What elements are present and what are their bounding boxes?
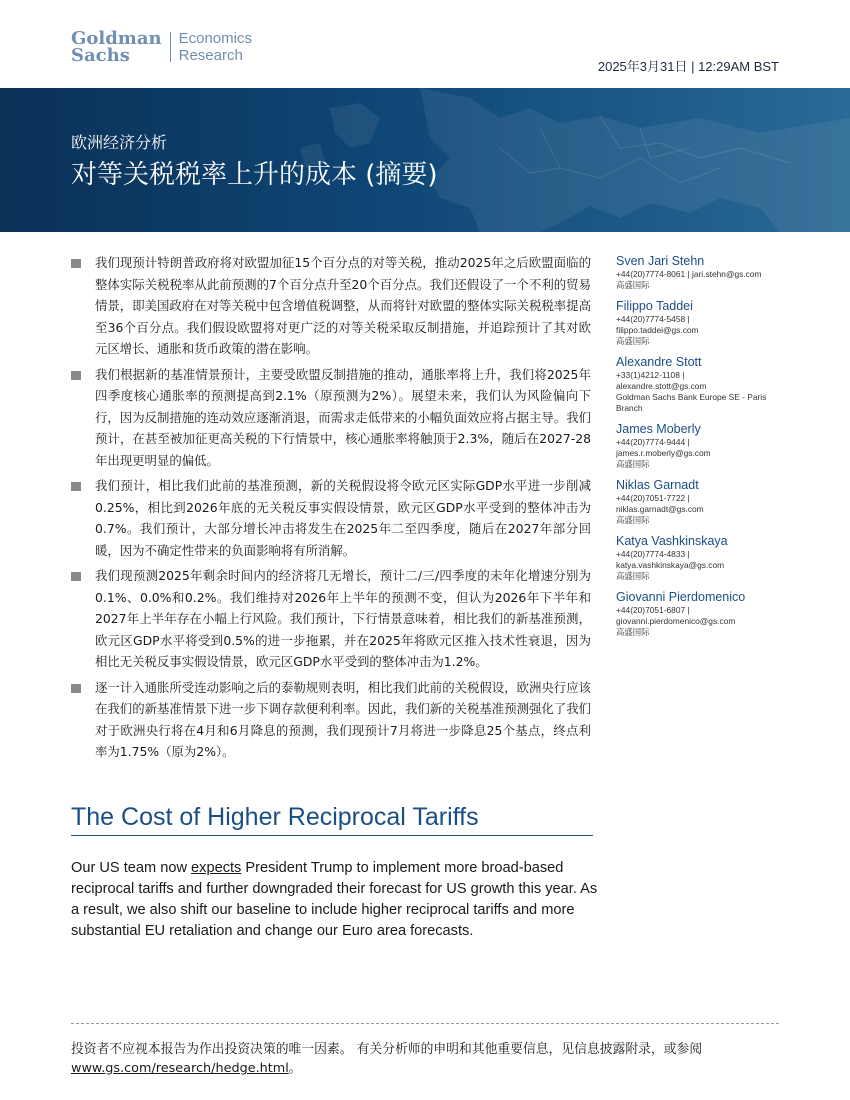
bullet-square-icon xyxy=(71,371,81,380)
summary-bullet: 我们根据新的基准情景预计，主要受欧盟反制措施的推动，通胀率将上升，我们将2025年四季度核心通胀率的预测提高到2.1%（原预测为2%）。展望未来，我们认为风险偏向下行，因为反制措施的连动效应逐渐消退，而需求走低带来的小幅负面效应将占据主导。我们预计，在甚至被加征更高关税的下行情景中，核心通胀率将触顶于2.3%，随后在2027-28年出现更明显的偏低。 xyxy=(71,364,591,472)
disclosure-link[interactable]: www.gs.com/research/hedge.html xyxy=(71,1061,289,1076)
author-contact: +33(1)4212-1108 | xyxy=(616,370,685,380)
author-affiliation: 高盛国际 xyxy=(616,571,650,581)
author-affiliation: Goldman Sachs Bank Europe SE - Paris Branch xyxy=(616,392,767,413)
author-card xyxy=(616,299,791,347)
author-contact: +44(20)7051-7722 | xyxy=(616,493,690,503)
disclosure-footer: 投资者不应视本报告为作出投资决策的唯一因素。 有关分析师的申明和其他重要信息，见信息披露附录，或参阅 www.gs.com/research/hedge.html。 xyxy=(71,1042,703,1076)
summary-bullet: 我们现预计特朗普政府将对欧盟加征15个百分点的对等关税，推动2025年之后欧盟面临的整体实际关税税率从此前预测的7个百分点升至20个百分点。我们还假设了一个不利的贸易情景，即美国政府在对等关税中包含增值税调整，从而将针对欧盟的整体实际关税税率提高至36个百分点。我们假设欧盟将对更广泛的对等关税采取反制措施，并追踪预计了其对欧元区增长、通胀和货币政策的潜在影响。 xyxy=(71,252,591,360)
author-card xyxy=(616,478,791,526)
author-email[interactable]: filippo.taddei@gs.com xyxy=(616,325,699,335)
summary-bullets xyxy=(71,252,591,767)
bullet-square-icon xyxy=(71,572,81,581)
author-contact: +44(20)7051-6807 | xyxy=(616,605,690,615)
report-title: 对等关税税率上升的成本 (摘要) xyxy=(71,160,438,190)
report-series: 欧洲经济分析 xyxy=(71,133,168,152)
report-date: 2025年3月31日 | 12:29AM BST xyxy=(597,59,779,74)
author-name[interactable]: Filippo Taddei xyxy=(616,299,693,313)
author-affiliation: 高盛国际 xyxy=(616,280,650,290)
author-card xyxy=(616,590,791,638)
author-affiliation: 高盛国际 xyxy=(616,336,650,346)
title-banner xyxy=(0,88,850,232)
bullet-square-icon xyxy=(71,482,81,491)
section-paragraph: Our US team now expects President Trump to implement more broad-based reciprocal tariffs and further downgraded their forecast for US growth this year. As a result, we also shift our baseline to include higher reciprocal tariffs and more substantial EU retaliation and change our Euro area forecasts. xyxy=(71,860,598,939)
author-affiliation: 高盛国际 xyxy=(616,515,650,525)
author-contact: +44(20)7774-4833 | xyxy=(616,549,690,559)
author-email[interactable]: james.r.moberly@gs.com xyxy=(616,448,711,458)
author-name[interactable]: Alexandre Stott xyxy=(616,355,702,369)
author-name[interactable]: Giovanni Pierdomenico xyxy=(616,590,746,604)
authors-sidebar xyxy=(616,254,791,646)
author-card xyxy=(616,254,791,291)
summary-bullet: 我们现预测2025年剩余时间内的经济将几无增长，预计二/三/四季度的未年化增速分别为0.1%、0.0%和0.2%。我们维持对2026年上半年的预测不变，但认为2026年下半年和2027年上半年存在小幅上行风险。我们预计，下行情景意味着，相比我们的新基准预测，欧元区GDP水平将受到0.5%的进一步拖累，并在2025年将欧元区推入技术性衰退，因为相比无关税反事实假设情景，欧元区GDP水平受到的整体冲击为1.2%。 xyxy=(71,565,591,673)
author-email[interactable]: alexandre.stott@gs.com xyxy=(616,381,707,391)
author-email[interactable]: katya.vashkinskaya@gs.com xyxy=(616,560,725,570)
author-card xyxy=(616,422,791,470)
section-divider xyxy=(71,835,593,836)
author-contact: +44(20)7774-5458 | xyxy=(616,314,690,324)
logo-wordmark: Goldman Sachs xyxy=(71,28,162,66)
author-email[interactable]: giovanni.pierdomenico@gs.com xyxy=(616,616,736,626)
expects-link[interactable]: expects xyxy=(191,860,242,876)
author-name[interactable]: Niklas Garnadt xyxy=(616,478,699,492)
author-affiliation: 高盛国际 xyxy=(616,459,650,469)
footer-divider xyxy=(71,1023,779,1024)
summary-bullet: 逐一计入通胀所受连动影响之后的泰勒规则表明，相比我们此前的关税假设，欧洲央行应该在我们的新基准情景下进一步下调存款便利利率。因此，我们新的关税基准预测强化了我们对于欧洲央行将在4月和6月降息的预测，我们现预计7月将进一步降息25个基点，终点利率为1.75%（原为2%）。 xyxy=(71,677,591,763)
logo-department: Economics Research xyxy=(178,30,252,64)
section-heading: The Cost of Higher Reciprocal Tariffs xyxy=(71,803,479,831)
bullet-square-icon xyxy=(71,684,81,693)
goldman-sachs-logo xyxy=(71,30,252,64)
author-name[interactable]: James Moberly xyxy=(616,422,701,436)
author-affiliation: 高盛国际 xyxy=(616,627,650,637)
author-name[interactable]: Katya Vashkinskaya xyxy=(616,534,728,548)
author-card xyxy=(616,534,791,582)
author-contact: +44(20)7774-9444 | xyxy=(616,437,690,447)
logo-divider xyxy=(170,32,171,62)
summary-bullet: 我们预计，相比我们此前的基准预测，新的关税假设将令欧元区实际GDP水平进一步削减0.25%，相比到2026年底的无关税反事实假设情景，欧元区GDP水平受到的整体冲击为0.7%。我们预计，大部分增长冲击将发生在2025年二至四季度，随后在2027年部分回暖，因为不确定性带来的负面影响将有所消解。 xyxy=(71,475,591,561)
author-card xyxy=(616,355,791,414)
author-name[interactable]: Sven Jari Stehn xyxy=(616,254,705,268)
report-header xyxy=(0,0,850,88)
author-email[interactable]: niklas.garnadt@gs.com xyxy=(616,504,704,514)
bullet-square-icon xyxy=(71,259,81,268)
author-contact[interactable]: +44(20)7774-8061 | jari.stehn@gs.com xyxy=(616,269,762,279)
